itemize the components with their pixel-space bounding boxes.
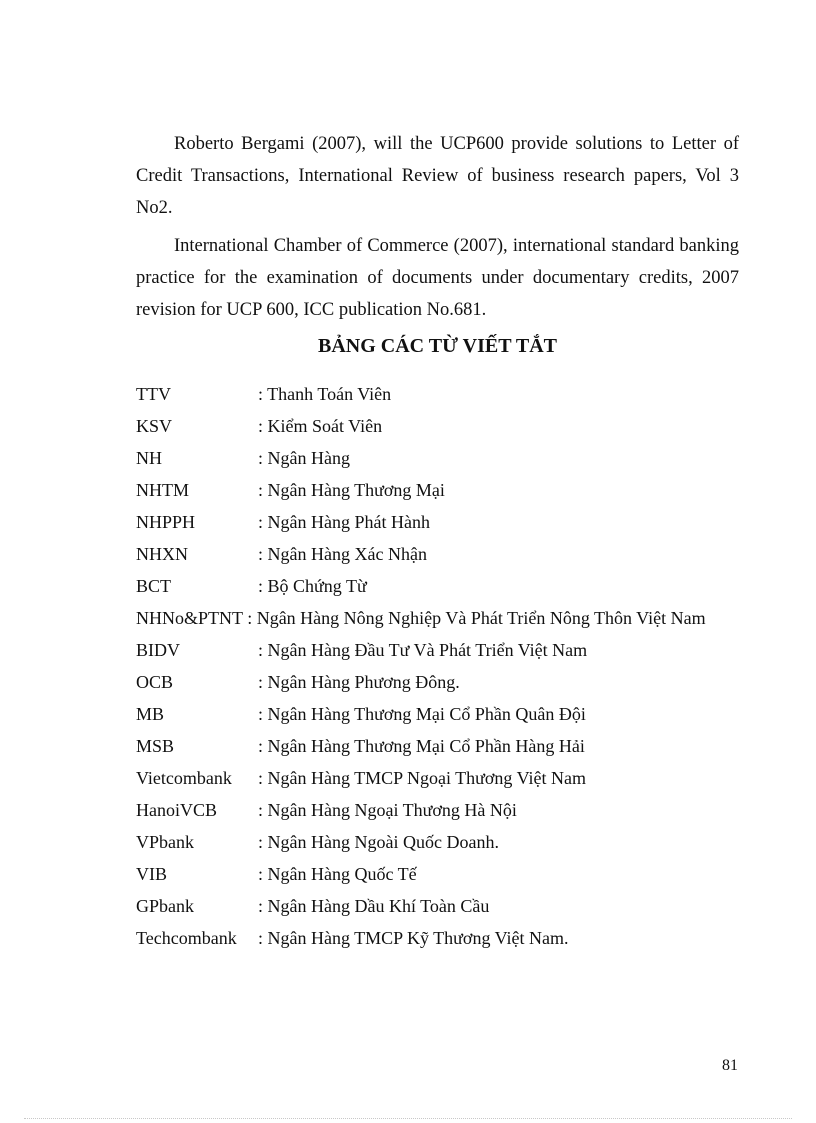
abbreviation-row — [136, 474, 739, 506]
abbreviation-term: Vietcombank — [136, 768, 232, 788]
abbreviation-row — [136, 442, 739, 474]
abbreviation-row — [136, 890, 739, 922]
abbreviation-row — [136, 570, 739, 602]
abbreviation-term: BCT — [136, 576, 172, 596]
abbreviation-definition: : Ngân Hàng TMCP Kỹ Thương Việt Nam. — [258, 928, 569, 948]
abbreviation-row — [136, 634, 739, 666]
abbreviation-term: NHXN — [136, 544, 188, 564]
abbreviation-row — [136, 378, 739, 410]
abbreviation-term: NHPPH — [136, 512, 196, 532]
reference-entry: Roberto Bergami (2007), will the UCP600 provide solutions to Letter of Credit Transactions, International Review of business research papers, Vol 3 No2. — [136, 134, 739, 218]
abbreviations-title: BẢNG CÁC TỪ VIẾT TẮT — [318, 335, 557, 357]
abbreviation-definition: : Ngân Hàng Thương Mại Cổ Phần Hàng Hải — [258, 736, 585, 756]
abbreviation-row — [136, 762, 739, 794]
abbreviation-definition: : Ngân Hàng Ngoài Quốc Doanh. — [258, 832, 499, 852]
abbreviation-term: Techcombank — [136, 928, 237, 948]
abbreviation-row — [136, 794, 739, 826]
abbreviation-definition: : Ngân Hàng Phát Hành — [258, 512, 430, 532]
abbreviation-definition: : Ngân Hàng TMCP Ngoại Thương Việt Nam — [258, 768, 587, 788]
abbreviation-definition: : Ngân Hàng Đầu Tư Và Phát Triển Việt Nam — [258, 640, 588, 660]
abbreviation-definition: : Ngân Hàng Phương Đông. — [258, 672, 460, 692]
abbreviation-definition: : Ngân Hàng — [258, 448, 350, 468]
abbreviation-row — [136, 538, 739, 570]
abbreviation-row — [136, 730, 739, 762]
abbreviation-row — [136, 602, 739, 634]
page-number: 81 — [722, 1057, 738, 1074]
abbreviation-definition: : Bộ Chứng Từ — [258, 576, 367, 596]
abbreviation-term: NH — [136, 448, 162, 468]
abbreviation-term: GPbank — [136, 896, 194, 916]
abbreviation-definition: : Thanh Toán Viên — [258, 384, 392, 404]
abbreviation-term: NHNo&PTNT — [136, 608, 243, 628]
abbreviation-term: NHTM — [136, 480, 189, 500]
abbreviation-row — [136, 410, 739, 442]
abbreviation-row — [136, 826, 739, 858]
abbreviation-row — [136, 922, 739, 954]
page-bottom-divider — [24, 1118, 792, 1119]
abbreviation-definition: : Ngân Hàng Xác Nhận — [258, 544, 427, 564]
abbreviation-term: TTV — [136, 384, 171, 404]
abbreviation-definition: : Kiểm Soát Viên — [258, 416, 383, 436]
reference-entry: International Chamber of Commerce (2007), international standard banking practice for the examination of documents under documentary credits, 2007 revision for UCP 600, ICC publication No.681. — [136, 236, 739, 320]
abbreviations-list — [136, 378, 739, 954]
abbreviation-definition: : Ngân Hàng Nông Nghiệp Và Phát Triển Nông Thôn Việt Nam — [242, 608, 706, 628]
abbreviation-term: OCB — [136, 672, 174, 692]
abbreviation-row — [136, 666, 739, 698]
abbreviation-term: KSV — [136, 416, 173, 436]
abbreviation-definition: : Ngân Hàng Ngoại Thương Hà Nội — [258, 800, 517, 820]
abbreviation-term: MB — [136, 704, 165, 724]
abbreviation-definition: : Ngân Hàng Quốc Tế — [258, 864, 417, 884]
abbreviation-definition: : Ngân Hàng Thương Mại — [258, 480, 445, 500]
abbreviation-row — [136, 698, 739, 730]
abbreviation-term: VIB — [136, 864, 167, 884]
abbreviation-term: BIDV — [136, 640, 180, 660]
abbreviation-row — [136, 858, 739, 890]
references-section — [136, 128, 739, 332]
abbreviation-row — [136, 506, 739, 538]
abbreviation-term: HanoiVCB — [136, 800, 217, 820]
abbreviation-term: VPbank — [136, 832, 194, 852]
abbreviation-definition: : Ngân Hàng Thương Mại Cổ Phần Quân Đội — [258, 704, 586, 724]
abbreviation-definition: : Ngân Hàng Dầu Khí Toàn Cầu — [258, 896, 490, 916]
abbreviation-term: MSB — [136, 736, 175, 756]
